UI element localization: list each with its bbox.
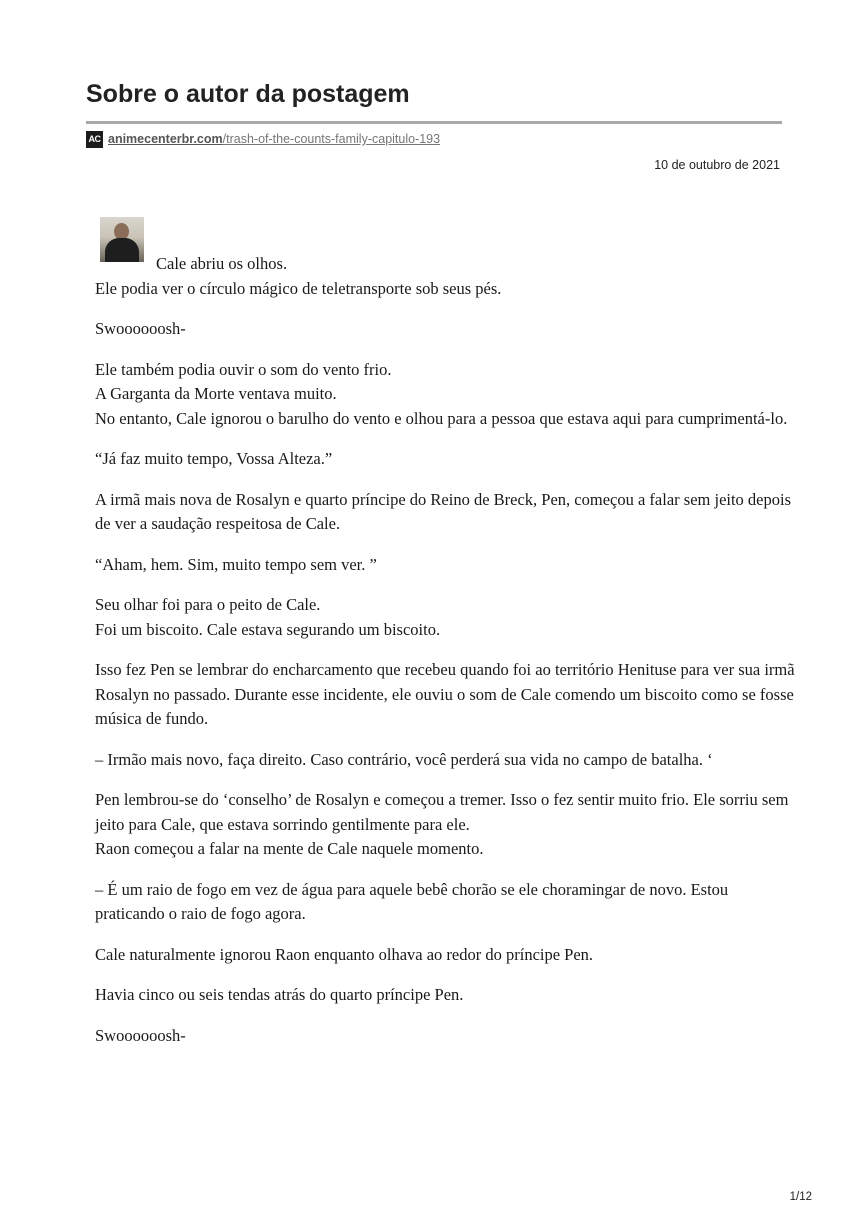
paragraph [95,277,795,302]
article-body [95,252,795,1064]
paragraph [95,358,795,432]
text-line: Swoooooosh- [95,319,186,338]
text-line: Ele também podia ouvir o som do vento frio. [95,359,392,379]
text-line: Foi um biscoito. Cale estava segurando um biscoito. [95,619,441,639]
site-logo-icon: AC [86,131,103,148]
text-line: Swoooooosh- [95,1025,186,1045]
text-line: Pen lembrou-se do ‘conselho’ de Rosalyn e começou a tremer. Isso o fez sentir muito frio. Ele sorriu sem jeito para Cale, que estava sorrindo gentilmente para ele. [95,790,789,834]
source-link-domain[interactable]: animecenterbr.com [108,132,223,146]
paragraph [95,488,795,537]
text-line: “Já faz muito tempo, Vossa Alteza.” [95,449,333,468]
text-line: No entanto, Cale ignorou o barulho do vento e olhou para a pessoa que estava aqui para cumprimentá-lo. [95,408,788,428]
title-divider [86,121,782,124]
post-date: 10 de outubro de 2021 [654,158,780,172]
text-line: Seu olhar foi para o peito de Cale. [95,595,321,614]
paragraph [95,553,795,578]
paragraph [95,748,795,773]
page-title: Sobre o autor da postagem [86,80,410,108]
text-line: A irmã mais nova de Rosalyn e quarto príncipe do Reino de Breck, Pen, começou a falar sem jeito depois de ver a saudação respeitosa de Cale. [95,489,792,533]
text-line: Havia cinco ou seis tendas atrás do quarto príncipe Pen. [95,985,464,1004]
text-line: “Aham, hem. Sim, muito tempo sem ver. ” [95,554,377,574]
paragraph [95,252,795,277]
text-line: Raon começou a falar na mente de Cale naquele momento. [95,839,484,858]
paragraph [95,593,795,642]
page-number: 1/12 [789,1191,812,1203]
text-line: – É um raio de fogo em vez de água para aquele bebê chorão se ele choramingar de novo. Estou praticando o raio de fogo agora. [95,879,729,923]
paragraph [95,1024,795,1049]
paragraph [95,878,795,927]
text-line: Ele podia ver o círculo mágico de teletransporte sob seus pés. [95,278,502,298]
paragraph [95,788,795,862]
paragraph [95,983,795,1008]
paragraph [95,317,795,342]
text-line: Isso fez Pen se lembrar do encharcamento que recebeu quando foi ao território Henituse para ver sua irmã Rosalyn no passado. Durante esse incidente, ele ouviu o som de Cale comendo um biscoito como se fosse música de fundo. [95,660,795,728]
text-line: Cale abriu os olhos. [156,254,288,273]
paragraph [95,658,795,732]
text-line: – Irmão mais novo, faça direito. Caso contrário, você perderá sua vida no campo de batalha. ‘ [95,749,713,769]
paragraph [95,943,795,968]
text-line: A Garganta da Morte ventava muito. [95,384,337,403]
source-link-row [86,130,440,148]
source-link-path[interactable]: /trash-of-the-counts-family-capitulo-193 [222,132,441,146]
paragraph [95,447,795,472]
text-line: Cale naturalmente ignorou Raon enquanto olhava ao redor do príncipe Pen. [95,944,594,964]
